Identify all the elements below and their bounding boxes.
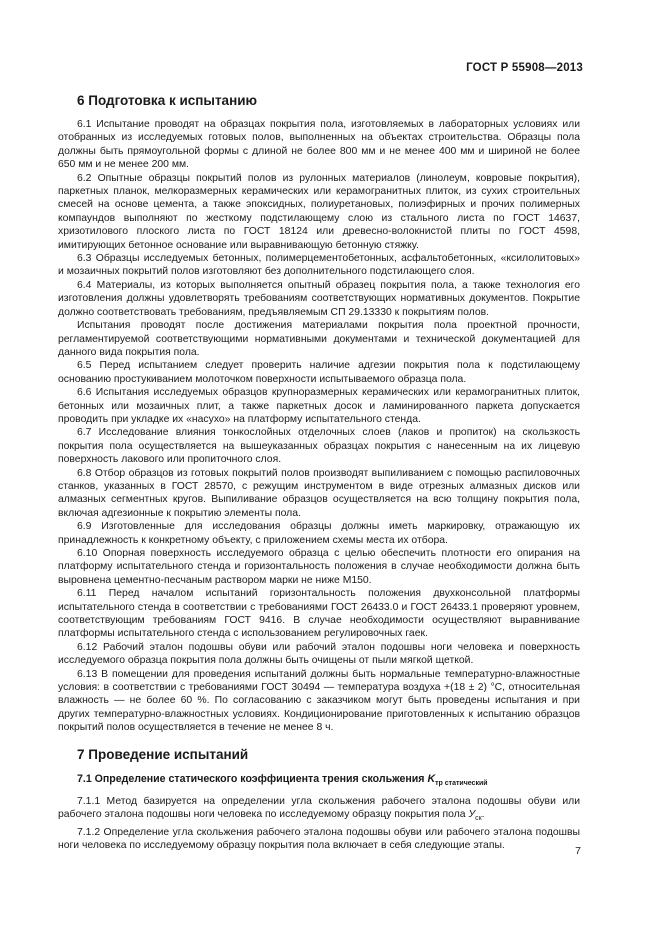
page-content [58, 93, 580, 853]
paragraph-7-1-2: 7.1.2 Определение угла скольжения рабочего эталона подошвы обуви или рабочего эталона подошвы ноги человека по исследуемому образцу покрытия пола включает в себя следующие этапы. [58, 826, 580, 852]
section-7-heading: 7 Проведение испытаний [77, 746, 249, 762]
paragraph: 6.6 Испытания исследуемых образцов крупноразмерных керамических или керамогранитных плиток, бетонных или мозаичных плит, а также паркетных досок и ламинированного паркета допускается проводить при укладке их «насухо» на платформу испытательного стенда. [58, 387, 580, 425]
paragraph: 6.11 Перед началом испытаний горизонтальность положения двухконсольной платформы испытательного стенда в соответствии с требованиями ГОСТ 26433.0 и ГОСТ 26433.1 проверяют уровнем, соответствующим требованиям ГОСТ 9416. В случае необходимости осуществляют выравнивание платформы испытательного стенда с использованием регулировочных гаек. [58, 588, 580, 640]
paragraph: 6.1 Испытание проводят на образцах покрытия пола, изготовляемых в лабораторных условиях или отобранных из исследуемых готовых полов, выполненных на объектах строительства. Образцы пола должны быть прямоугольной формы с длиной не более 800 мм и не менее 400 мм и шириной не более 650 мм и не менее 200 мм. [58, 119, 580, 171]
paragraph: 6.12 Рабочий эталон подошвы обуви или рабочий эталон подошвы ноги человека и поверхность исследуемого образца покрытия пола должны быть очищены от пыли мягкой щеткой. [58, 641, 580, 667]
paragraph: 6.10 Опорная поверхность исследуемого образца с целью обеспечить плотности его опирания на платформу испытательного стенда и горизонтальность положения в случае необходимости должна быть выровнена цементно-песчаным раствором марки не ниже М150. [58, 548, 580, 586]
section-6-heading: 6 Подготовка к испытанию [77, 93, 258, 108]
page-number: 7 [575, 845, 581, 857]
paragraph: 6.13 В помещении для проведения испытаний должны быть нормальные температурно-влажностные условия: в соответствии с требованиями ГОСТ 30494 — температура воздуха +(18 ± 2) °С, относительная влажность — не более 60 %. По согласованию с заказчиком могут быть проведены испытания и при других температурно-влажностных условиях. Кондиционирование приготовленных к испытанию образцов покрытий полов осуществляется в течение не менее 8 ч. [58, 668, 580, 734]
section-6-body [58, 118, 580, 735]
paragraph-7-1-1: 7.1.1 Метод базируется на определении угла скольжения рабочего эталона подошвы обуви или рабочего эталона подошвы ноги человека по исследуемому образцу покрытия пола $У_{ск}$. [58, 795, 580, 823]
paragraph: 6.9 Изготовленные для исследования образцы должны иметь маркировку, отражающую их принадлежность к конкретному объекту, с приложением схемы места их отбора. [58, 521, 580, 546]
standard-number: ГОСТ Р 55908—2013 [466, 62, 583, 74]
paragraph: 6.8 Отбор образцов из готовых покрытий полов производят выпиливанием с помощью распиловочных станков, указанных в ГОСТ 28570, с режущим инструментом в виде отрезных алмазных дисков или алмазных сегментных кругов. Выпиливание образцов осуществляется на всю толщину покрытия пола, включая адгезионные к покрытию элементы пола. [58, 467, 580, 519]
subsection-7-1-heading: 7.1 Определение статического коэффициента трения скольжения $K_{тр статический}$ [77, 772, 488, 787]
paragraph: 6.4 Материалы, из которых выполняется опытный образец покрытия пола, а также технология его изготовления должны удовлетворять требованиям соответствующих нормативных документов. Покрытие должно соответствовать требованиям, предъявляемым СП 29.13330 к покрытиям полов. [58, 279, 580, 318]
paragraph: 6.5 Перед испытанием следует проверить наличие адгезии покрытия пола к подстилающему основанию простукиванием молоточком поверхности испытываемого образца пола. [58, 360, 580, 385]
paragraph: 6.2 Опытные образцы покрытий полов из рулонных материалов (линолеум, ковровые покрытия), паркетных планок, мелкоразмерных керамических или керамогранитных плиток, из сухих строительных смесей на основе цемента, а также эпоксидных, полиуретановых, полиэфирных и прочих полимерных компаундов выполняют по жесткому подстилающему слою из стального листа по ГОСТ 14637, хризотилового плоского листа по ГОСТ 18124 или древесно-волокнистой плиты по ГОСТ 4598, имитирующих бетонное основание или выравнивающую бетонную стяжку. [58, 172, 580, 251]
paragraph: Испытания проводят после достижения материалами покрытия пола проектной прочности, регламентируемой соответствующими нормативными документами и технической документацией для данного вида покрытия пола. [58, 320, 580, 358]
paragraph: 6.7 Исследование влияния тонкослойных отделочных слоев (лаков и пропиток) на скользкость покрытия пола осуществляется на вышеуказанных образцах покрытия с нанесенным на их лицевую поверхность лакового или пропиточного слоя. [58, 427, 580, 466]
paragraph: 6.3 Образцы исследуемых бетонных, полимерцементобетонных, асфальтобетонных, «ксилолитовых» и мозаичных покрытий полов изготовляют без дополнительного подстилающего слоя. [58, 253, 580, 278]
